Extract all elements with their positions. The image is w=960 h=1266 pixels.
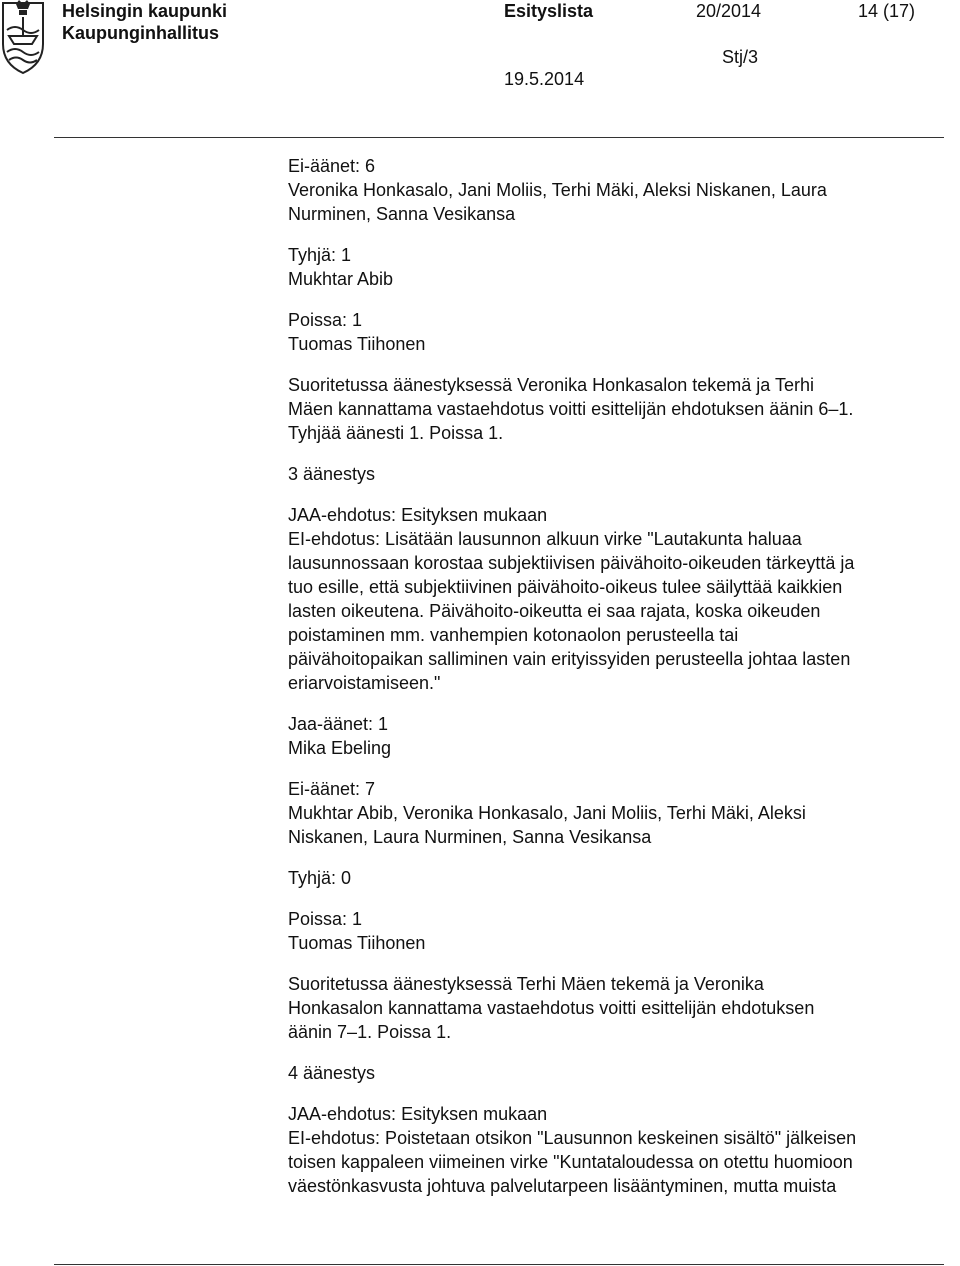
section-heading: 3 äänestys — [288, 464, 376, 484]
paragraph: Suoritetussa äänestyksessä Terhi Mäen tekemä ja Veronika Honkasalon kannattama vastaehdotus voitti esittelijän ehdotuksen äänin 7–1. Poissa 1. — [288, 974, 815, 1042]
paragraph: JAA-ehdotus: Esityksen mukaan EI-ehdotus: Lisätään lausunnon alkuun virke "Lautakunta haluaa lausunnossaan korostaa subjektiivisen päivähoito-oikeuden tärkeyttä ja tuo esille, että subjektiivinen päivähoito-oikeus tulee säilyttää kaikkien lasten oikeutena. Päivähoito-oikeutta ei saa rajata, koska oikeuden poistaminen mm. vanhempien kotonaolon perusteella tai päivähoitopaikan salliminen vain erityissyiden perusteella johtaa lasten eriarvoistamiseen." — [288, 505, 855, 693]
paragraph: Suoritetussa äänestyksessä Veronika Honkasalon tekemä ja Terhi Mäen kannattama vastaehdotus voitti esittelijän ehdotuksen äänin 6–1. Tyhjää äänesti 1. Poissa 1. — [288, 375, 854, 443]
paragraph: Tyhjä: 0 — [288, 868, 352, 888]
footer-divider — [54, 1264, 944, 1265]
section-heading: 4 äänestys — [288, 1063, 376, 1083]
document-type: Esityslista — [504, 1, 594, 21]
paragraph: Tyhjä: 1 Mukhtar Abib — [288, 245, 394, 289]
page-number: 14 (17) — [858, 1, 916, 21]
paragraph: Ei-äänet: 7 Mukhtar Abib, Veronika Honkasalo, Jani Moliis, Terhi Mäki, Aleksi Niskanen, Laura Nurminen, Sanna Vesikansa — [288, 779, 806, 847]
document-body — [288, 154, 948, 1215]
paragraph: JAA-ehdotus: Esityksen mukaan EI-ehdotus: Poistetaan otsikon "Lausunnon keskeinen sisältö" jälkeisen toisen kappaleen viimeinen virke "Kuntataloudessa on otettu huomioon väestönkasvusta johtuva palvelutarpeen lisääntyminen, mutta muista — [288, 1104, 857, 1196]
paragraph: Poissa: 1 Tuomas Tiihonen — [288, 310, 426, 354]
header-divider — [54, 137, 944, 138]
paragraph: Poissa: 1 Tuomas Tiihonen — [288, 909, 426, 953]
paragraph: Ei-äänet: 6 Veronika Honkasalo, Jani Moliis, Terhi Mäki, Aleksi Niskanen, Laura Nurminen, Sanna Vesikansa — [288, 156, 827, 224]
paragraph: Jaa-äänet: 1 Mika Ebeling — [288, 714, 392, 758]
organization-name: Helsingin kaupunki — [62, 1, 228, 21]
decision-body: Kaupunginhallitus — [62, 23, 219, 43]
meeting-date: 19.5.2014 — [504, 69, 585, 89]
section-code: Stj/3 — [722, 47, 759, 67]
helsinki-coat-of-arms-logo — [0, 0, 46, 76]
document-number: 20/2014 — [696, 1, 762, 21]
